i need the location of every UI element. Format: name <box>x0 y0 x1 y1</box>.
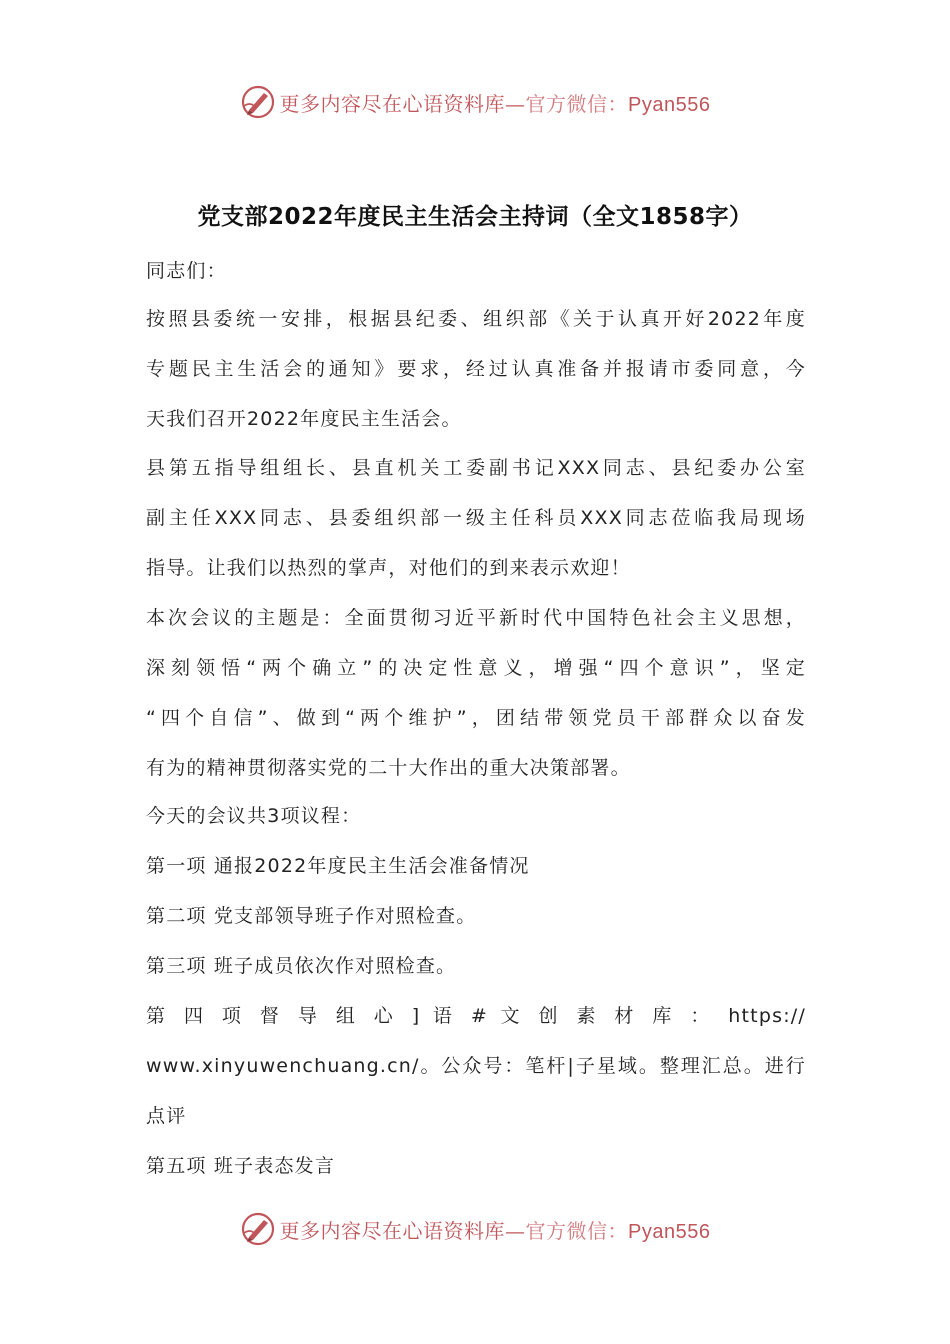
greeting <box>146 246 806 296</box>
pen-logo-icon <box>240 84 276 120</box>
watermark-wechat-id: Pyan556 <box>628 1220 711 1243</box>
greeting-line: 同志们： <box>146 260 227 282</box>
agenda-item-3 <box>146 941 806 991</box>
agenda-intro <box>146 791 806 841</box>
header-watermark-banner <box>0 80 950 124</box>
paragraph-line: 天我们召开2022年度民主生活会。 <box>146 408 462 430</box>
watermark-dash: — <box>505 91 526 116</box>
paragraph-guests <box>146 443 806 593</box>
watermark-brand: 更多内容尽在心语资料库 <box>279 1218 506 1243</box>
paragraph-line: “四个自信”、做到“两个维护”，团结带领党员干部群众以奋发 <box>146 707 806 729</box>
agenda-item-line: www.xinyuwenchuang.cn/。公众号：笔杆|子星域。整理汇总。进行 <box>146 1055 806 1077</box>
pen-logo-icon <box>240 1211 276 1247</box>
paragraph-line: 副主任XXX同志、县委组织部一级主任科员XXX同志莅临我局现场 <box>146 507 806 529</box>
agenda-intro-line: 今天的会议共3项议程： <box>146 805 362 827</box>
agenda-item-line: 第三项 班子成员依次作对照检查。 <box>146 955 457 977</box>
agenda-item-4 <box>146 991 806 1141</box>
paragraph-line: 有为的精神贯彻落实党的二十大作出的重大决策部署。 <box>146 757 631 779</box>
agenda-item-line: 第 四 项 督 导 组 心 ] 语 # 文 创 素 材 库 ： https:// <box>146 1005 806 1027</box>
watermark-wechat-id: Pyan556 <box>628 93 711 116</box>
paragraph-line: 指导。让我们以热烈的掌声，对他们的到来表示欢迎！ <box>146 557 631 579</box>
agenda-item-line: 第五项 班子表态发言 <box>146 1155 336 1177</box>
agenda-item-line: 第一项 通报2022年度民主生活会准备情况 <box>146 855 530 877</box>
paragraph-line: 按照县委统一安排，根据县纪委、组织部《关于认真开好2022年度 <box>146 308 806 330</box>
agenda-item-1 <box>146 841 806 891</box>
watermark-wechat-label: 官方微信： <box>525 91 629 116</box>
agenda-item-5 <box>146 1141 806 1191</box>
agenda-item-line: 第二项 党支部领导班子作对照检查。 <box>146 905 477 927</box>
paragraph-line: 专题民主生活会的通知》要求，经过认真准备并报请市委同意，今 <box>146 358 806 380</box>
watermark-text <box>280 1215 711 1244</box>
watermark-wechat-label: 官方微信： <box>525 1218 629 1243</box>
agenda-item-2 <box>146 891 806 941</box>
watermark-brand: 更多内容尽在心语资料库 <box>279 91 506 116</box>
paragraph-arrangement <box>146 294 806 444</box>
agenda-item-line: 点评 <box>146 1105 187 1127</box>
paragraph-line: 县第五指导组组长、县直机关工委副书记XXX同志、县纪委办公室 <box>146 457 806 479</box>
paragraph-line: 本次会议的主题是：全面贯彻习近平新时代中国特色社会主义思想， <box>146 607 806 629</box>
footer-watermark-banner <box>0 1207 950 1251</box>
watermark-dash: — <box>505 1218 526 1243</box>
paragraph-line: 深刻领悟“两个确立”的决定性意义，增强“四个意识”，坚定 <box>146 657 806 679</box>
document-title: 党支部2022年度民主生活会主持词（全文1858字） <box>197 204 753 230</box>
paragraph-theme <box>146 593 806 793</box>
watermark-text <box>280 88 711 117</box>
